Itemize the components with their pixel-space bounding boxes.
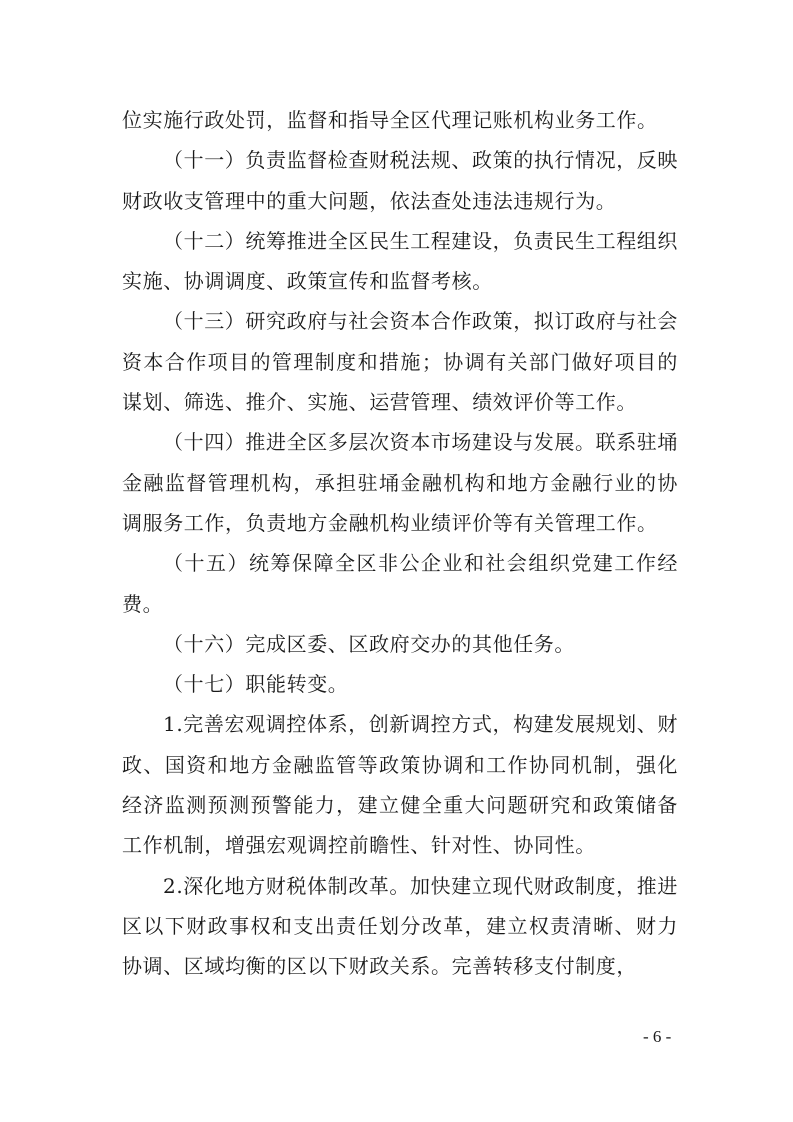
paragraph-4: （十三）研究政府与社会资本合作政策，拟订政府与社会资本合作项目的管理制度和措施；协调有关部门做好项目的谋划、筛选、推介、实施、运营管理、绩效评价等工作。 [122, 309, 678, 415]
paragraph-1: 位实施行政处罚，监督和指导全区代理记账机构业务工作。 [122, 108, 658, 132]
paragraph-5: （十四）推进全区多层次资本市场建设与发展。联系驻埇金融监督管理机构，承担驻埇金融机构和地方金融行业的协调服务工作，负责地方金融机构业绩评价等有关管理工作。 [122, 430, 678, 535]
paragraph-3: （十二）统筹推进全区民生工程建设，负责民生工程组织实施、协调调度、政策宣传和监督考核。 [122, 228, 678, 294]
paragraph-6: （十五）统筹保障全区非公企业和社会组织党建工作经费。 [122, 551, 678, 616]
page-number: - 6 - [643, 1027, 672, 1046]
paragraph-2: （十一）负责监督检查财税法规、政策的执行情况，反映财政收支管理中的重大问题，依法查处违法违规行为。 [122, 148, 678, 213]
body-text [122, 100, 678, 987]
paragraph-9: 1.完善宏观调控体系，创新调控方式，构建发展规划、财政、国资和地方金融监管等政策协调和工作协同机制，强化经济监测预测预警能力，建立健全重大问题研究和政策储备工作机制，增强宏观调控前瞻性、针对性、协同性。 [122, 712, 678, 858]
paragraph-7: （十六）完成区委、区政府交办的其他任务。 [163, 631, 575, 656]
paragraph-8: （十七）职能转变。 [163, 672, 349, 697]
paragraph-10: 2.深化地方财税体制改革。加快建立现代财政制度，推进区以下财政事权和支出责任划分改革，建立权责清晰、财力协调、区域均衡的区以下财政关系。完善转移支付制度， [122, 873, 678, 979]
